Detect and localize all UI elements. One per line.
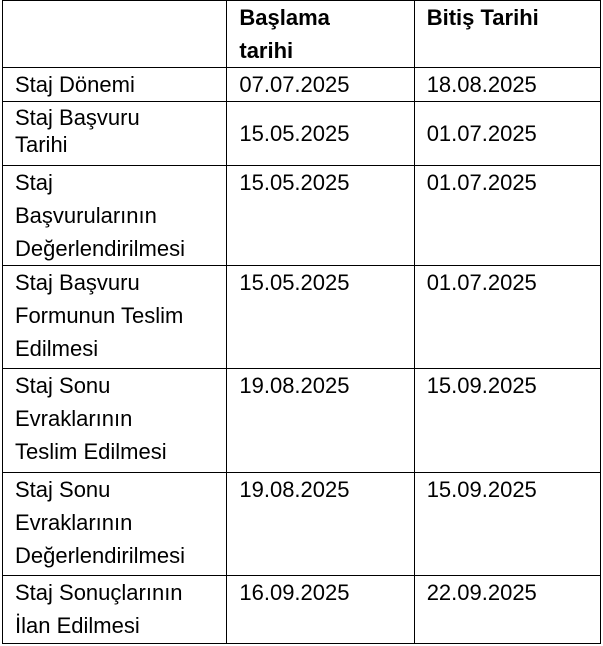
row-end-date: 15.09.2025 [414,473,600,576]
header-start-line-1: Başlama [239,5,330,30]
row-start-date: 07.07.2025 [227,68,414,102]
row-start-date: 19.08.2025 [227,369,414,473]
row-label-line: Teslim Edilmesi [15,439,167,464]
row-end-date: 22.09.2025 [414,576,600,644]
header-end-line-1: Bitiş Tarihi [426,5,539,30]
table-row [3,473,601,576]
row-label-line: Staj Başvuru [15,270,140,295]
row-end-date: 01.07.2025 [414,166,600,266]
row-label-line: Staj Sonu [15,477,111,502]
header-end-date [414,1,600,68]
row-start-date: 15.05.2025 [227,166,414,266]
table-row [3,166,601,266]
row-start-date: 15.05.2025 [227,266,414,369]
row-end-date: 18.08.2025 [414,68,600,102]
row-label-line: Evraklarının [15,406,133,431]
row-label-line: Formunun Teslim [15,303,184,328]
row-label-line: Staj Dönemi [15,72,135,97]
row-start-date: 19.08.2025 [227,473,414,576]
table-row [3,576,601,644]
row-label [3,473,227,576]
row-label-line: Değerlendirilmesi [15,236,185,261]
header-empty-cell [3,1,227,68]
table-row [3,369,601,473]
header-start-date [227,1,414,68]
schedule-table [2,0,601,644]
row-label [3,369,227,473]
table-row [3,68,601,102]
row-label-line: Değerlendirilmesi [15,543,185,568]
table-row [3,266,601,369]
row-end-date: 01.07.2025 [414,266,600,369]
row-end-date: 01.07.2025 [414,102,600,166]
row-label [3,102,227,166]
row-label-line: Evraklarının [15,510,133,535]
row-label-line: Staj [15,170,53,195]
row-label-line: Staj Sonuçlarının [15,580,183,605]
row-label [3,576,227,644]
row-label-line: Staj Sonu [15,373,111,398]
header-row [3,1,601,68]
row-label [3,266,227,369]
row-label-line: Staj Başvuru [15,105,140,130]
row-end-date: 15.09.2025 [414,369,600,473]
table-row [3,102,601,166]
header-start-line-2: tarihi [239,38,294,63]
row-label-line: Edilmesi [15,336,99,361]
row-label-line: Başvurularının [15,203,157,228]
row-start-date: 15.05.2025 [227,102,414,166]
row-label-line: İlan Edilmesi [15,613,140,638]
row-label [3,68,227,102]
row-start-date: 16.09.2025 [227,576,414,644]
row-label [3,166,227,266]
row-label-line: Tarihi [15,132,68,157]
